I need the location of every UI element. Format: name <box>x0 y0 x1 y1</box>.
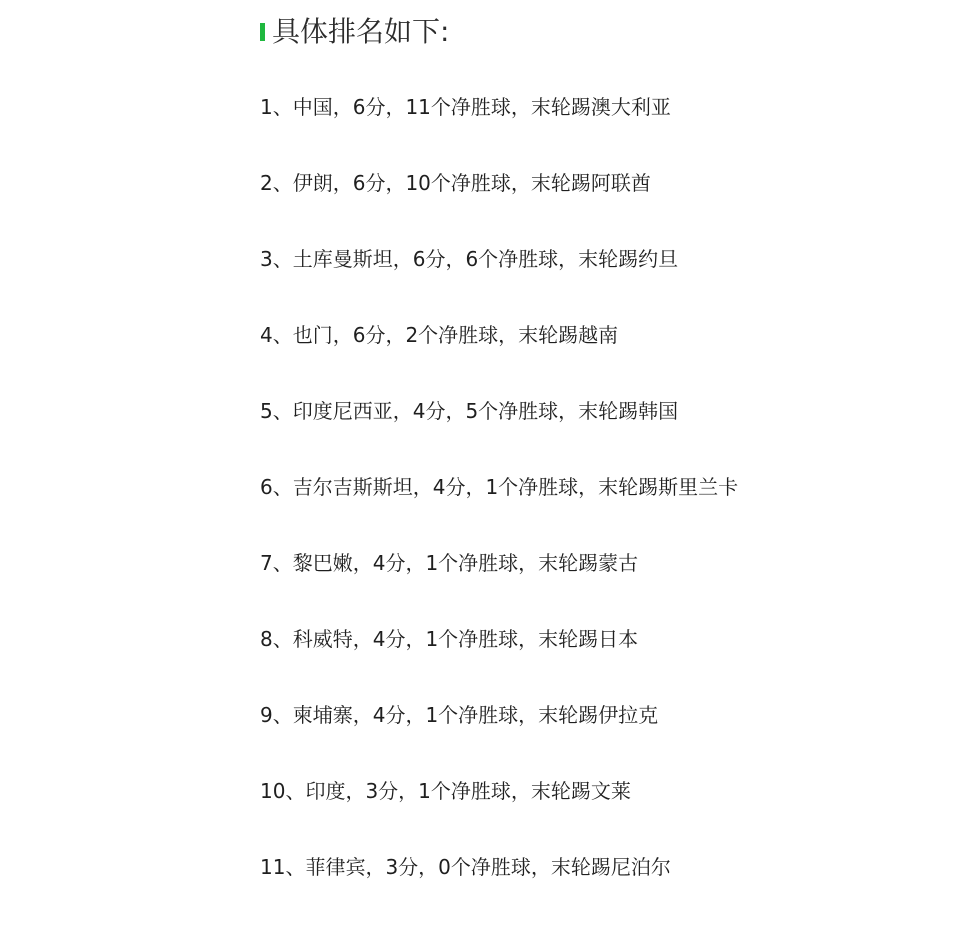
ranking-item: 2、伊朗，6分，10个净胜球，末轮踢阿联酋 <box>260 171 651 195</box>
ranking-item: 9、柬埔寨，4分，1个净胜球，末轮踢伊拉克 <box>260 703 659 727</box>
ranking-item: 1、中国，6分，11个净胜球，末轮踢澳大利亚 <box>260 95 671 119</box>
ranking-item: 3、土库曼斯坦，6分，6个净胜球，末轮踢约旦 <box>260 247 679 271</box>
ranking-item: 10、印度，3分，1个净胜球，末轮踢文莱 <box>260 779 631 803</box>
heading-text: 具体排名如下: <box>272 15 450 48</box>
ranking-list <box>260 90 738 926</box>
ranking-item: 6、吉尔吉斯斯坦，4分，1个净胜球，末轮踢斯里兰卡 <box>260 475 739 499</box>
ranking-item: 5、印度尼西亚，4分，5个净胜球，末轮踢韩国 <box>260 399 679 423</box>
ranking-item: 8、科威特，4分，1个净胜球，末轮踢日本 <box>260 627 639 651</box>
heading-accent-bar <box>260 23 265 41</box>
ranking-item: 7、黎巴嫩，4分，1个净胜球，末轮踢蒙古 <box>260 551 639 575</box>
ranking-item: 4、也门，6分，2个净胜球，末轮踢越南 <box>260 323 619 347</box>
section-heading <box>260 14 449 50</box>
ranking-item: 11、菲律宾，3分，0个净胜球，末轮踢尼泊尔 <box>260 855 671 879</box>
